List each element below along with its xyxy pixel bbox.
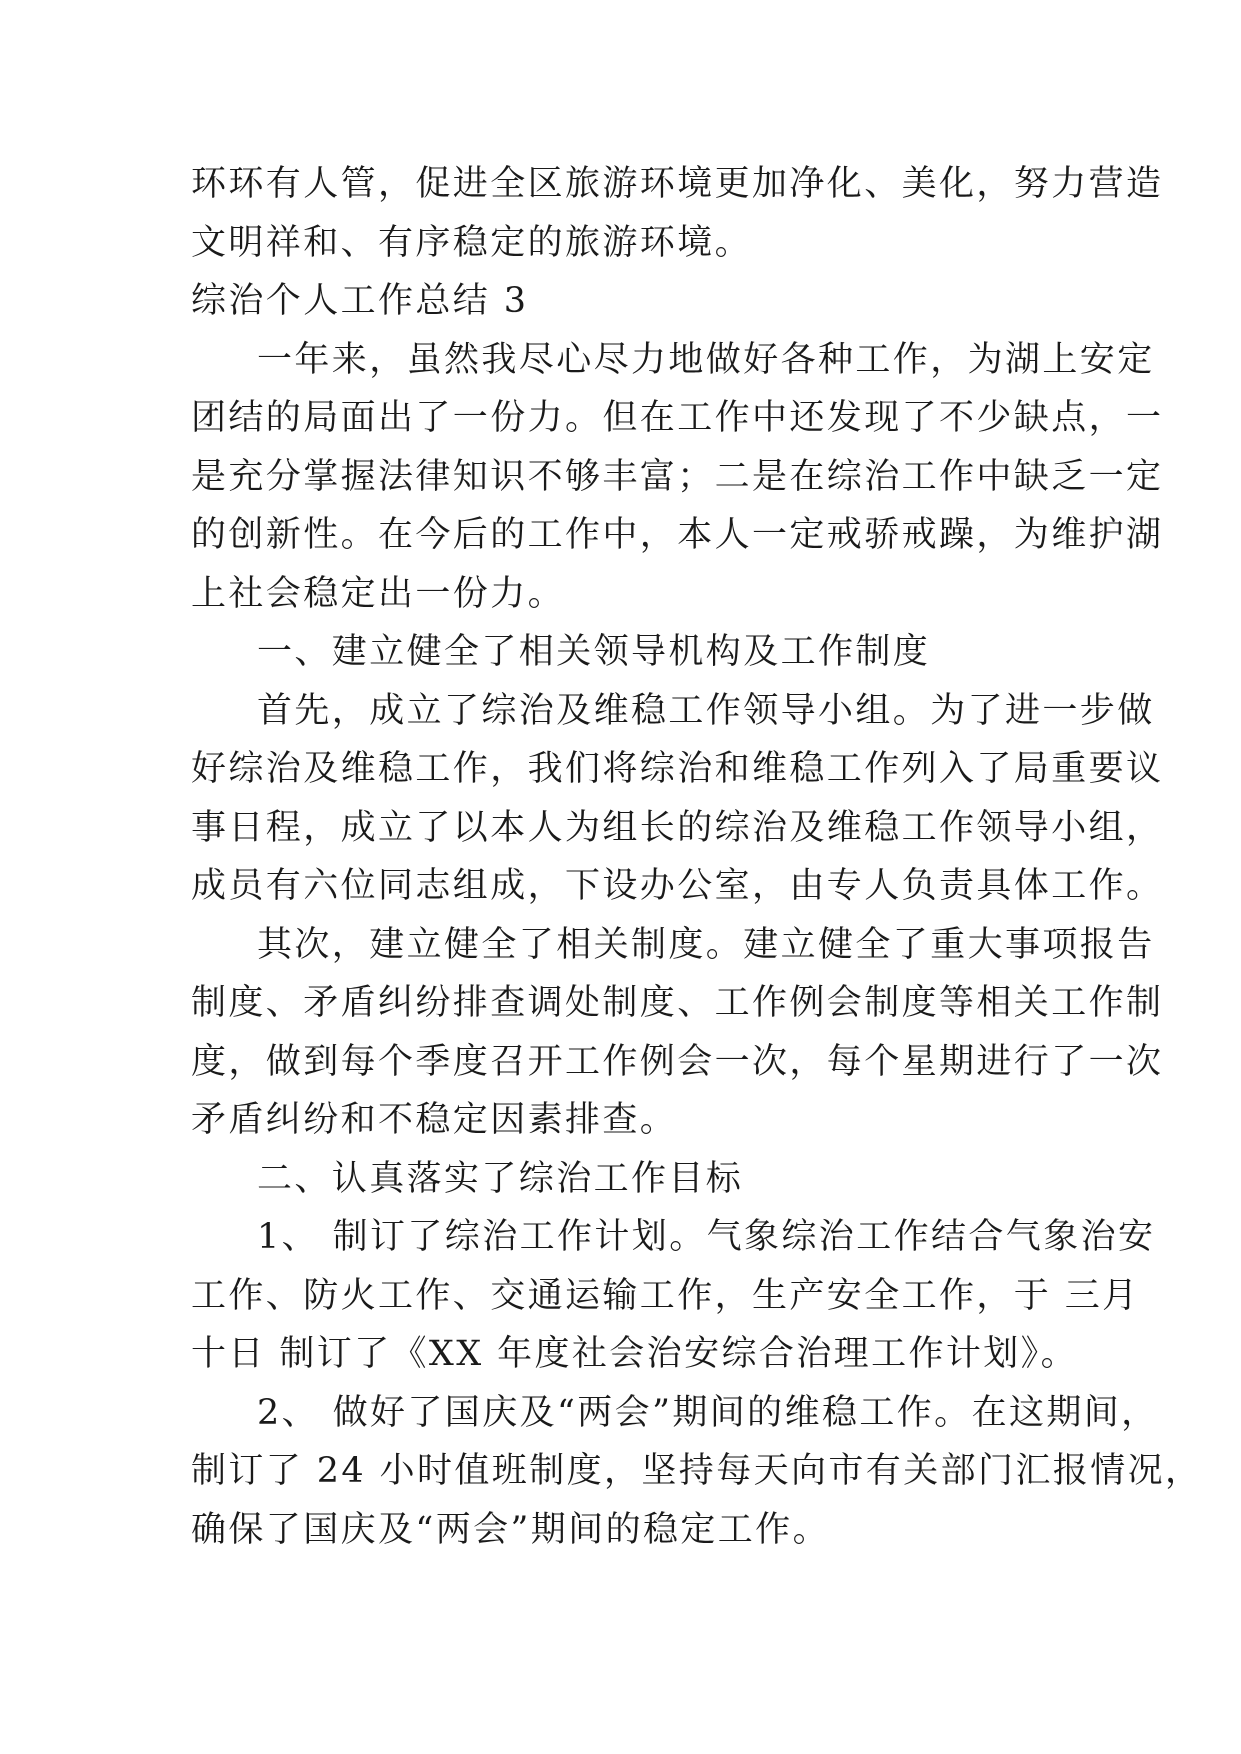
text-line: 一年来，虽然我尽心尽力地做好各种工作，为湖上安定: [257, 339, 1155, 380]
text-line: 制度、矛盾纠纷排查调处制度、工作例会制度等相关工作制: [191, 983, 1164, 1023]
subsection-heading: 一、建立健全了相关领导机构及工作制度: [257, 632, 931, 672]
text-line: 其次，建立健全了相关制度。建立健全了重大事项报告: [257, 924, 1155, 965]
text-line: 工作、防火工作、交通运输工作，生产安全工作，于 三月: [191, 1275, 1140, 1316]
text-line: 团结的局面出了一份力。但在工作中还发现了不少缺点，一: [191, 398, 1164, 438]
list-item: 2、 做好了国庆及“两会”期间的维稳工作。在这期间，: [257, 1392, 1159, 1433]
text-line: 十日 制订了《XX 年度社会治安综合治理工作计划》。: [191, 1334, 1078, 1374]
text-line: 首先，成立了综治及维稳工作领导小组。为了进一步做: [257, 690, 1155, 731]
text-line: 矛盾纠纷和不稳定因素排查。: [191, 1100, 678, 1140]
text-line: 上社会稳定出一份力。: [191, 573, 566, 614]
text-line: 的创新性。在今后的工作中，本人一定戒骄戒躁，为维护湖: [191, 515, 1164, 555]
text-line: 好综治及维稳工作，我们将综治和维稳工作列入了局重要议: [191, 749, 1164, 789]
text-line: 度，做到每个季度召开工作例会一次，每个星期进行了一次: [191, 1041, 1164, 1082]
subsection-heading: 二、认真落实了综治工作目标: [257, 1158, 744, 1199]
document-body: [191, 155, 1203, 1559]
text-line: 文明祥和、有序稳定的旅游环境。: [191, 222, 753, 263]
text-line: 是充分掌握法律知识不够丰富；二是在综治工作中缺乏一定: [191, 456, 1164, 497]
list-item: 1、 制订了综治工作计划。气象综治工作结合气象治安: [257, 1217, 1156, 1257]
text-line: 制订了 24 小时值班制度，坚持每天向市有关部门汇报情况，: [191, 1451, 1203, 1491]
section-title: 综治个人工作总结 3: [191, 281, 529, 321]
text-line: 环环有人管，促进全区旅游环境更加净化、美化，努力营造: [191, 164, 1164, 204]
text-line: 成员有六位同志组成，下设办公室，由专人负责具体工作。: [191, 866, 1164, 906]
text-line: 事日程，成立了以本人为组长的综治及维稳工作领导小组，: [191, 807, 1164, 848]
text-line: 确保了国庆及“两会”期间的稳定工作。: [191, 1509, 830, 1550]
